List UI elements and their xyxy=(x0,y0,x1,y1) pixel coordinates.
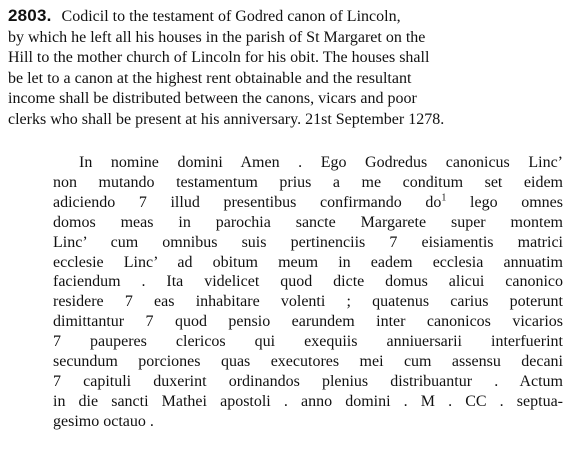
latin-line xyxy=(53,193,563,213)
latin-line: In nomine domini Amen . Ego Godredus canonicus Linc’ xyxy=(79,154,563,171)
latin-line-text: lego omnes xyxy=(446,193,564,211)
latin-line: 7 pauperes clericos qui exequiis anniuersarii interfuerint xyxy=(53,333,563,351)
latin-line: gesimo octauo . xyxy=(53,412,154,430)
summary-line xyxy=(8,6,564,28)
latin-line-text: adiciendo 7 illud presentibus confirmando do xyxy=(53,193,442,211)
summary-line: be let to a canon at the highest rent obtainable and the resultant xyxy=(8,69,412,87)
summary-line: by which he left all his houses in the parish of St Margaret on the xyxy=(8,28,426,46)
latin-line: in die sancti Mathei apostoli . anno domini . M . CC . septua- xyxy=(53,392,563,410)
entry-summary xyxy=(8,6,564,130)
latin-line: Linc’ cum omnibus suis pertinenciis 7 eisiamentis matrici xyxy=(53,233,563,251)
summary-line: income shall be distributed between the canons, vicars and poor xyxy=(8,90,417,107)
footnote-marker: 1 xyxy=(441,192,447,204)
summary-line: Hill to the mother church of Lincoln for his obit. The houses shall xyxy=(8,49,430,66)
latin-text xyxy=(53,153,563,432)
entry-number: 2803. xyxy=(8,6,52,25)
latin-line: faciendum . Ita videlicet quod dicte domus alicui canonico xyxy=(53,273,563,291)
latin-line: ecclesie Linc’ ad obitum meum in eadem ecclesia annuatim xyxy=(53,253,563,271)
latin-line: secundum porciones quas executores mei cum assensu decani xyxy=(53,353,563,371)
latin-line: non mutando testamentum prius a me conditum set eidem xyxy=(53,173,563,191)
summary-line: clerks who shall be present at his anniversary. 21st September 1278. xyxy=(8,110,445,128)
latin-line: domos meas in parochia sancte Margarete super montem xyxy=(53,213,563,231)
latin-line: 7 capituli duxerint ordinandos plenius distribuantur . Actum xyxy=(53,372,563,390)
summary-line-text: Codicil to the testament of Godred canon of Lincoln, xyxy=(61,8,401,25)
latin-line: dimittantur 7 quod pensio earundem inter canonicos vicarios xyxy=(53,313,563,331)
latin-line: residere 7 eas inhabitare volenti ; quatenus carius poterunt xyxy=(53,293,563,311)
